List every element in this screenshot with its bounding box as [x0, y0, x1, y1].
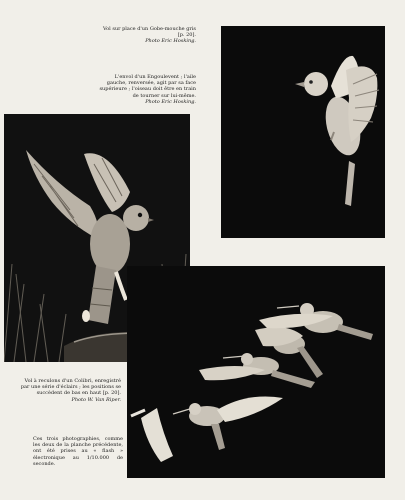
- caption-note: [33, 436, 123, 467]
- photo-flycatcher-hovering: [221, 26, 385, 238]
- caption-colibri-text: Vol à reculons d'un Colibri, enregistré par une série d'éclairs ; les positions se succèdent de bas en haut [p. 20].: [20, 378, 121, 397]
- photo-hummingbird-backward: [127, 266, 385, 478]
- caption-colibri: [18, 378, 121, 403]
- flycatcher-illustration: [221, 26, 385, 238]
- caption-note-text: Ces trois photographies, comme les deux de la planche précédente, ont été prises au « flash » électronique au 1/10.000 de seconde.: [33, 436, 123, 467]
- caption-engoulevent-credit: Photo Eric Hosking.: [145, 98, 196, 105]
- caption-colibri-credit: Photo W. Van Riper.: [71, 396, 121, 403]
- caption-gobe-mouche-text: Vol sur place d'un Gobe-mouche gris [p. 20].: [102, 26, 196, 39]
- caption-engoulevent: [98, 74, 196, 105]
- hummingbird-illustration: [127, 266, 385, 478]
- caption-engoulevent-text: L'envol d'un Engoulevent ; l'aile gauche, renversée, agit par sa face supérieure ; l'oiseau doit être en train de tourner sur lui-même.: [99, 74, 196, 99]
- caption-gobe-mouche: [100, 26, 196, 45]
- caption-gobe-mouche-credit: Photo Eric Hosking.: [145, 38, 196, 45]
